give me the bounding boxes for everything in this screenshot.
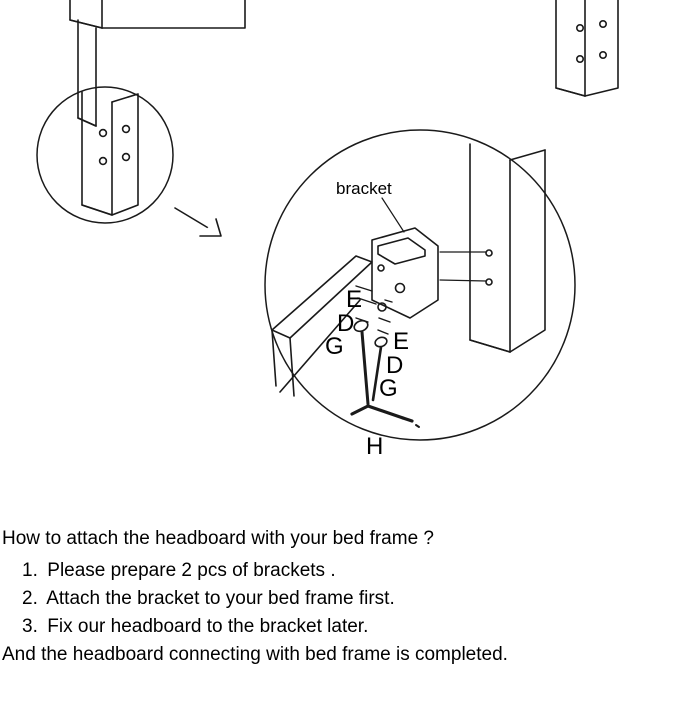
part-label-d-right: D [386, 352, 404, 379]
headboard-panel-left [70, 0, 245, 126]
step-number: 3. [22, 616, 38, 637]
detail-circle-right [265, 130, 575, 440]
bed-frame-leg-right [556, 0, 618, 96]
list-item [22, 588, 679, 610]
arrow-pointer [175, 208, 221, 236]
part-label-e-right: E [393, 328, 410, 355]
step-number: 1. [22, 560, 38, 581]
step-text: Attach the bracket to your bed frame first. [46, 588, 395, 609]
list-item [22, 560, 679, 582]
part-label-g-right: G [379, 375, 398, 402]
step-number: 2. [22, 588, 38, 609]
instructions-question: How to attach the headboard with your bed frame ? [2, 528, 434, 549]
part-label-g-left: G [325, 333, 344, 360]
list-item [22, 616, 679, 638]
step-text: Fix our headboard to the bracket later. [47, 616, 369, 637]
instructions-step-list [0, 560, 679, 638]
step-text: Please prepare 2 pcs of brackets . [47, 560, 336, 581]
instructions-closing: And the headboard connecting with bed frame is completed. [2, 644, 508, 665]
tool-label-h: H [366, 433, 384, 460]
instructions-block [0, 500, 679, 666]
part-label-d-left: D [337, 310, 355, 337]
bracket-callout-label: bracket [336, 179, 392, 198]
detail-circle-left [37, 87, 173, 223]
part-label-e-left: E [346, 286, 363, 313]
